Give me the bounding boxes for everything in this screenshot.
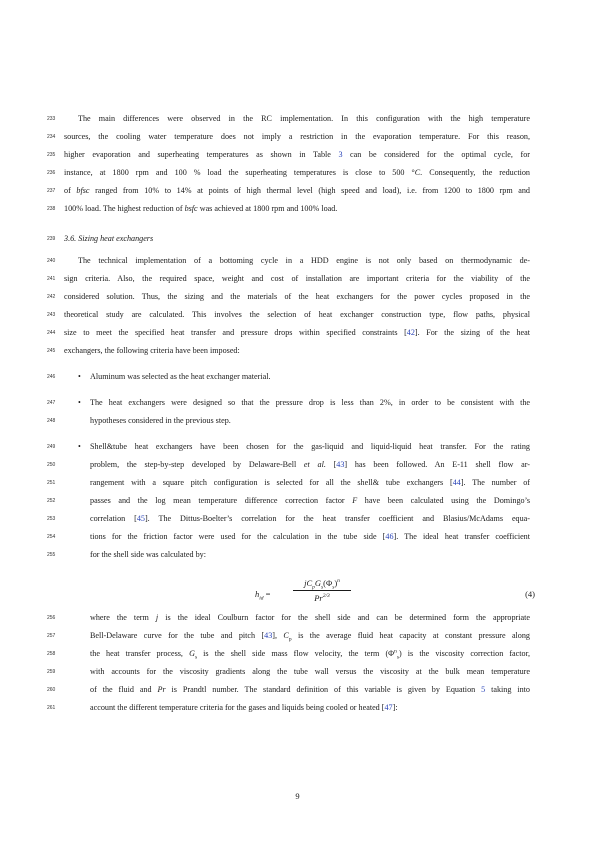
line-number: 250 — [47, 462, 56, 468]
text-line — [0, 495, 595, 507]
text-line — [0, 309, 595, 321]
citation-link[interactable]: 46 — [385, 532, 394, 541]
line-number: 255 — [47, 552, 56, 558]
text-line — [0, 149, 595, 161]
text-line — [0, 459, 595, 471]
line-number: 240 — [47, 258, 56, 264]
body-text: with accounts for the viscosity gradients along the tube wall versus the viscosity at the bulk mean temperature — [90, 667, 530, 676]
line-number: 252 — [47, 498, 56, 504]
body-text: The technical implementation of a bottoming cycle in a HDD engine is not only based on thermodynamic de- — [78, 256, 530, 265]
body-text: of bfsc ranged from 10% to 14% at points of high thermal level (high speed and load), i.e. from 1200 to 1800 rpm and — [64, 186, 530, 195]
body-text: tions for the friction factor were used for the calculation in the tube side [46]. The ideal heat transfer coefficient — [90, 532, 530, 541]
body-text: sources, the cooling water temperature does not imply a restriction in the evaporation temperature. For this reason, — [64, 132, 530, 141]
body-text: 100% load. The highest reduction of bsfc was achieved at 1800 rpm and 100% load. — [64, 204, 338, 213]
line-number: 245 — [47, 348, 56, 354]
line-number: 261 — [47, 705, 56, 711]
body-text: of the fluid and Pr is Prandtl number. The standard definition of this variable is given by Equation 5 taking into — [90, 685, 530, 694]
body-text: Aluminum was selected as the heat exchanger material. — [90, 372, 271, 381]
line-number: 260 — [47, 687, 56, 693]
text-line — [0, 255, 595, 267]
text-line — [0, 702, 595, 714]
text-line — [0, 167, 595, 179]
line-number: 247 — [47, 400, 56, 406]
line-number: 235 — [47, 152, 56, 158]
text-line — [0, 612, 595, 624]
text-line — [0, 477, 595, 489]
line-number: 233 — [47, 116, 56, 122]
body-text: problem, the step-by-step developed by Delaware-Bell et al. [43] has been followed. An E-11 shell flow ar- — [90, 460, 530, 469]
line-number: 236 — [47, 170, 56, 176]
text-line — [0, 630, 595, 642]
page-number: 9 — [295, 791, 300, 801]
body-text: rangement with a square pitch configuration is selected for all the shell& tube exchangers [44]. The number of — [90, 478, 531, 487]
line-number: 246 — [47, 374, 56, 380]
text-line — [0, 415, 595, 427]
text-line — [0, 684, 595, 696]
line-number: 257 — [47, 633, 56, 639]
bullet-icon: • — [78, 372, 81, 381]
citation-link[interactable]: 42 — [406, 328, 415, 337]
text-line — [0, 549, 595, 561]
line-number: 237 — [47, 188, 56, 194]
text-line — [0, 203, 595, 215]
body-text: passes and the log mean temperature difference correction factor F have been calculated using the Domingo’s — [90, 496, 530, 505]
list-item — [0, 441, 595, 453]
line-number: 251 — [47, 480, 56, 486]
text-line — [0, 513, 595, 525]
text-line — [0, 273, 595, 285]
body-text: where the term j is the ideal Coulburn factor for the shell side and can be determined form the appropriate — [90, 613, 530, 622]
equation-numerator: $jC_pG_s(\Phi_s)^n$ — [304, 578, 340, 591]
body-text: sign criteria. Also, the required space, weight and cost of installation are important criteria for the viability of the — [64, 274, 530, 283]
line-number: 244 — [47, 330, 56, 336]
line-number: 259 — [47, 669, 56, 675]
citation-link[interactable]: 44 — [452, 478, 461, 487]
body-text: instance, at 1800 rpm and 100 % load the superheating temperatures is close to 500 °C. Consequently, the reduction — [64, 168, 530, 177]
bullet-icon: • — [78, 398, 81, 407]
text-line — [0, 185, 595, 197]
equation-fraction — [293, 578, 351, 604]
line-number: 234 — [47, 134, 56, 140]
body-text: The main differences were observed in the RC implementation. In this configuration with the high temperature — [78, 114, 530, 123]
citation-link[interactable]: 45 — [136, 514, 145, 523]
equation-reference-link[interactable]: 5 — [481, 685, 486, 694]
line-number: 258 — [47, 651, 56, 657]
body-text: Bell-Delaware curve for the tube and pitch [43], $C_p$ is the average fluid heat capacity at constant pressure along — [90, 631, 530, 643]
text-line — [0, 345, 595, 357]
text-line — [0, 648, 595, 660]
text-line — [0, 666, 595, 678]
line-number: 243 — [47, 312, 56, 318]
line-number: 249 — [47, 444, 56, 450]
table-reference-link[interactable]: 3 — [338, 150, 343, 159]
section-heading — [0, 233, 595, 245]
body-text: Shell&tube heat exchangers have been chosen for the gas-liquid and liquid-liquid heat transfer. For the rating — [90, 442, 530, 451]
citation-link[interactable]: 43 — [264, 631, 273, 640]
body-text: hypotheses considered in the previous step. — [90, 416, 231, 425]
equation — [255, 575, 535, 611]
bullet-icon: • — [78, 442, 81, 451]
line-number: 248 — [47, 418, 56, 424]
body-text: account the different temperature criteria for the gases and liquids being cooled or heated [47]: — [90, 703, 398, 712]
body-text: higher evaporation and superheating temperatures as shown in Table 3 can be considered for the optimal cycle, for — [64, 150, 530, 159]
text-line — [0, 113, 595, 125]
line-number: 238 — [47, 206, 56, 212]
body-text: correlation [45]. The Dittus-Boelter’s correlation for the heat transfer coefficient and Blasius/McAdams equa- — [90, 514, 530, 523]
citation-link[interactable]: 43 — [336, 460, 345, 469]
line-number: 253 — [47, 516, 56, 522]
body-text: size to meet the specified heat transfer and pressure drops within specified constraints [42]. For the sizing of the heat — [64, 328, 530, 337]
body-text: exchangers, the following criteria have been imposed: — [64, 346, 240, 355]
text-line — [0, 291, 595, 303]
list-item — [0, 397, 595, 409]
line-number: 241 — [47, 276, 56, 282]
section-title: 3.6. Sizing heat exchangers — [64, 234, 154, 243]
body-text: the heat transfer process, $G_s$ is the shell side mass flow velocity, the term $(\Phi^n_s)$ is the viscosity correction factor, — [90, 648, 531, 661]
body-text: The heat exchangers were designed so that the pressure drop is less than 2%, in order to be consistent with the — [90, 398, 530, 407]
equation-lhs: $h_{id}$ = — [255, 589, 271, 602]
line-number: 239 — [47, 236, 56, 242]
text-line — [0, 531, 595, 543]
body-text: for the shell side was calculated by: — [90, 550, 206, 559]
equation-number: (4) — [525, 589, 535, 599]
equation-denominator: $Pr^{2/3}$ — [314, 593, 330, 603]
list-item — [0, 371, 595, 383]
body-text: considered solution. Thus, the sizing and the materials of the heat exchangers for the power cycles proposed in the — [64, 292, 530, 301]
line-number: 256 — [47, 615, 56, 621]
body-text: theoretical study are calculated. This involves the selection of heat exchanger construction type, flow paths, physical — [64, 310, 530, 319]
line-number: 242 — [47, 294, 56, 300]
citation-link[interactable]: 47 — [384, 703, 393, 712]
line-number: 254 — [47, 534, 56, 540]
text-line — [0, 327, 595, 339]
text-line — [0, 131, 595, 143]
